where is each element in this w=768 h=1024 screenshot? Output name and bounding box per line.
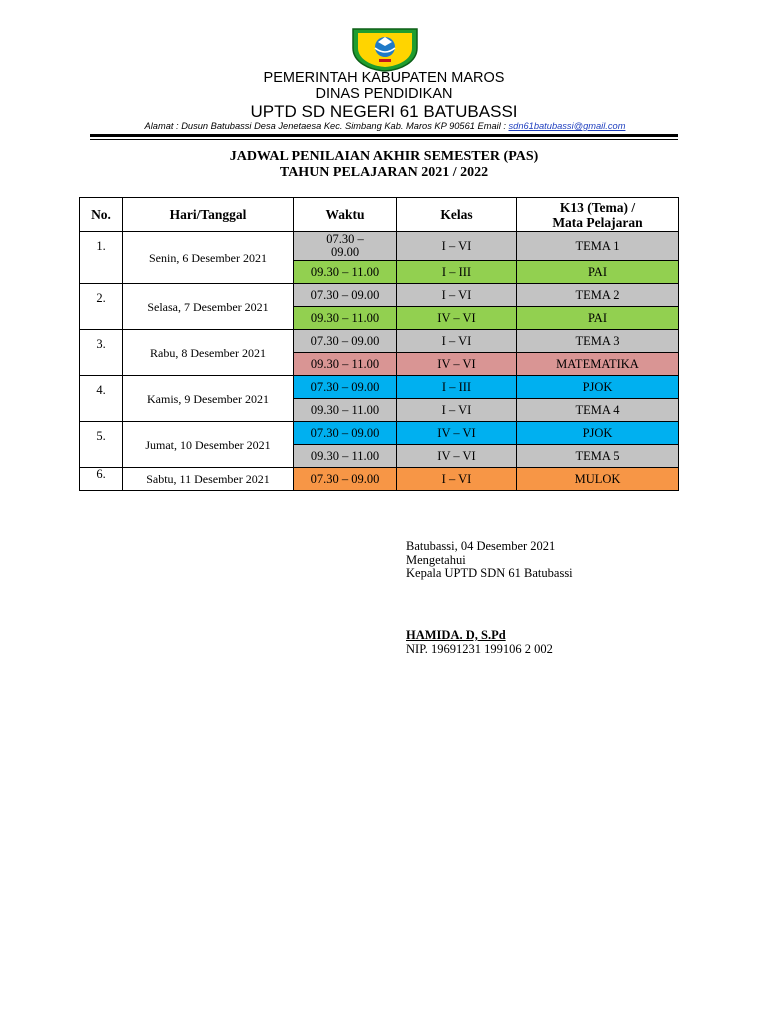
letterhead-divider-thick — [90, 134, 678, 137]
header-class: Kelas — [397, 198, 517, 232]
session-subject: TEMA 5 — [517, 445, 679, 468]
row-number: 1. — [80, 232, 123, 284]
session-time: 07.30 – 09.00 — [294, 468, 397, 491]
session-time: 09.30 – 11.00 — [294, 399, 397, 422]
table-header-row — [80, 198, 679, 232]
header-subject — [517, 198, 679, 232]
session-subject: PJOK — [517, 422, 679, 445]
session-class: I – VI — [397, 232, 517, 261]
session-time: 09.30 – 11.00 — [294, 307, 397, 330]
row-number: 3. — [80, 330, 123, 376]
table-row — [80, 376, 679, 399]
session-time: 07.30 – 09.00 — [294, 284, 397, 307]
session-class: I – III — [397, 376, 517, 399]
row-date: Senin, 6 Desember 2021 — [123, 232, 294, 284]
row-number: 2. — [80, 284, 123, 330]
table-row — [80, 422, 679, 445]
row-date: Sabtu, 11 Desember 2021 — [123, 468, 294, 491]
exam-schedule-table — [79, 197, 679, 491]
session-class: IV – VI — [397, 445, 517, 468]
session-time-line2: 09.00 — [330, 245, 360, 259]
table-row — [80, 232, 679, 261]
table-row — [80, 468, 679, 491]
header-school-name: UPTD SD NEGERI 61 BATUBASSI — [250, 102, 518, 121]
session-subject: TEMA 2 — [517, 284, 679, 307]
signature-name: HAMIDA. D, S.Pd — [406, 628, 506, 642]
session-class: IV – VI — [397, 353, 517, 376]
session-class: I – III — [397, 261, 517, 284]
session-time: 07.30 – 09.00 — [294, 422, 397, 445]
session-time: 09.30 – 11.00 — [294, 261, 397, 284]
session-subject: MULOK — [517, 468, 679, 491]
session-class: IV – VI — [397, 307, 517, 330]
header-department-line: DINAS PENDIDIKAN — [315, 86, 453, 102]
session-time: 09.30 – 11.00 — [294, 353, 397, 376]
session-class: I – VI — [397, 330, 517, 353]
session-time: 07.30 – 09.00 — [294, 330, 397, 353]
signature-place-date: Batubassi, 04 Desember 2021 — [406, 539, 556, 553]
kabupaten-maros-logo — [349, 26, 421, 72]
document-subtitle: TAHUN PELAJARAN 2021 / 2022 — [279, 165, 489, 180]
row-date: Jumat, 10 Desember 2021 — [123, 422, 294, 468]
session-class: I – VI — [397, 399, 517, 422]
row-number: 6. — [80, 468, 123, 491]
session-subject: TEMA 3 — [517, 330, 679, 353]
header-address — [90, 121, 680, 132]
session-class: I – VI — [397, 468, 517, 491]
row-number: 5. — [80, 422, 123, 468]
table-row — [80, 284, 679, 307]
header-government-line: PEMERINTAH KABUPATEN MAROS — [263, 70, 505, 86]
session-subject: PAI — [517, 307, 679, 330]
signature-nip: NIP. 19691231 199106 2 002 — [406, 642, 553, 656]
signature-position: Kepala UPTD SDN 61 Batubassi — [406, 566, 573, 580]
signature-acknowledged: Mengetahui — [406, 553, 466, 567]
session-subject: TEMA 4 — [517, 399, 679, 422]
row-date: Kamis, 9 Desember 2021 — [123, 376, 294, 422]
row-date: Selasa, 7 Desember 2021 — [123, 284, 294, 330]
letterhead-divider-thin — [90, 139, 678, 140]
row-date: Rabu, 8 Desember 2021 — [123, 330, 294, 376]
session-class: IV – VI — [397, 422, 517, 445]
session-time — [294, 232, 397, 261]
row-number: 4. — [80, 376, 123, 422]
session-subject: TEMA 1 — [517, 232, 679, 261]
session-time-line1: 07.30 – — [326, 232, 364, 246]
header-subject-line2: Mata Pelajaran — [552, 214, 643, 230]
address-text: Alamat : Dusun Batubassi Desa Jenetaesa Kec. Simbang Kab. Maros KP 90561 Email : — [144, 121, 509, 131]
header-no: No. — [80, 198, 123, 232]
document-title: JADWAL PENILAIAN AKHIR SEMESTER (PAS) — [229, 149, 539, 164]
email-link[interactable]: sdn61batubassi@gmail.com — [508, 121, 626, 131]
session-class: I – VI — [397, 284, 517, 307]
header-time: Waktu — [294, 198, 397, 232]
header-subject-line1: K13 (Tema) / — [559, 199, 636, 215]
session-time: 07.30 – 09.00 — [294, 376, 397, 399]
session-subject: PJOK — [517, 376, 679, 399]
header-date: Hari/Tanggal — [123, 198, 294, 232]
session-subject: MATEMATIKA — [517, 353, 679, 376]
session-subject: PAI — [517, 261, 679, 284]
table-row — [80, 330, 679, 353]
session-time: 09.30 – 11.00 — [294, 445, 397, 468]
